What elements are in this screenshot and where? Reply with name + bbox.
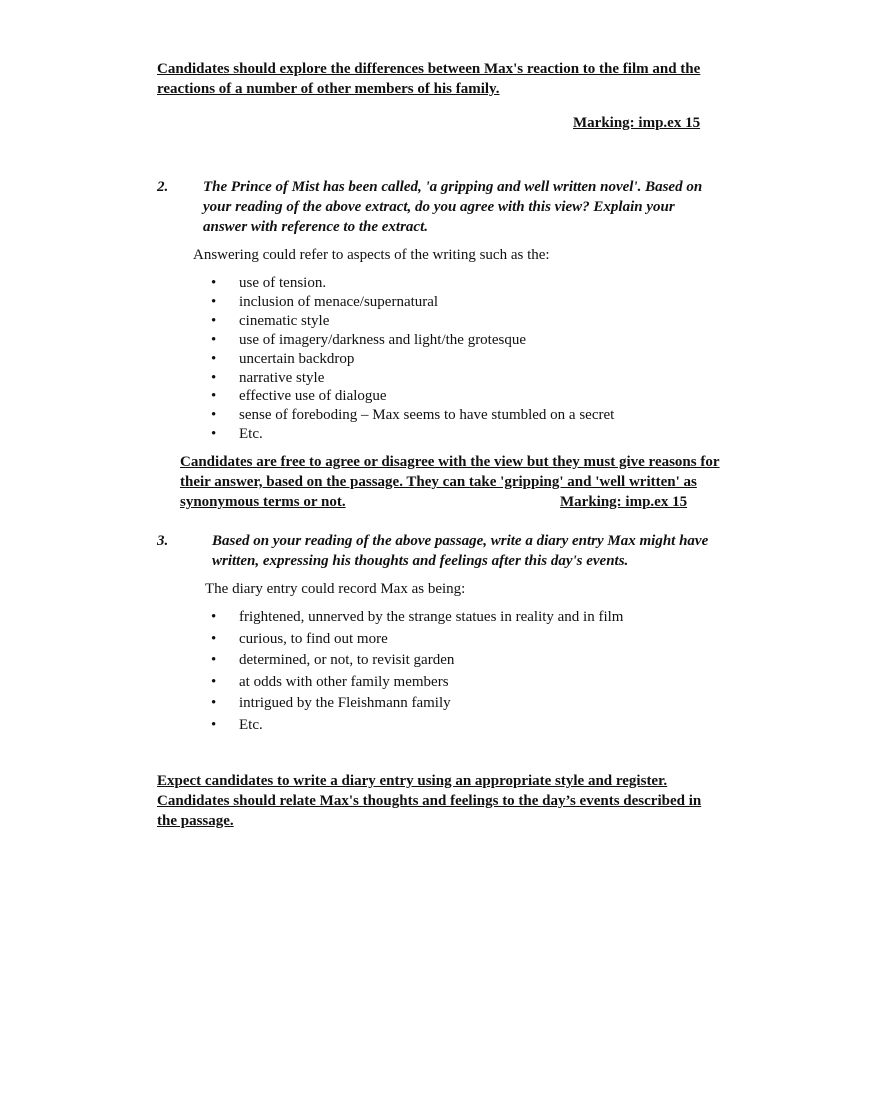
- bullet-icon: •: [211, 369, 217, 386]
- bullet-icon: •: [211, 293, 217, 310]
- question-2-note-line: their answer, based on the passage. They can take 'gripping' and 'well written' as: [180, 474, 697, 490]
- list-item: • frightened, unnerved by the strange statues in reality and in film: [203, 607, 623, 629]
- question-2-number: 2.: [157, 179, 169, 195]
- question-3-number: 3.: [157, 533, 169, 549]
- list-item: • effective use of dialogue: [211, 388, 387, 405]
- bullet-icon: •: [211, 652, 217, 669]
- question-2-note-line: synonymous terms or not.: [180, 494, 346, 510]
- bullet-icon: •: [211, 609, 217, 625]
- question-3-note-line: the passage.: [157, 813, 234, 829]
- question-3-note-line: Expect candidates to write a diary entry using an appropriate style and register.: [157, 773, 668, 789]
- intro-instruction-line: Candidates should explore the differences between Max's reaction to the film and the: [157, 61, 701, 77]
- question-3-lead: The diary entry could record Max as being:: [205, 581, 466, 597]
- list-item: • use of tension.: [211, 275, 327, 291]
- question-3-bullet-list: [203, 607, 623, 737]
- list-item: • Etc.: [203, 715, 623, 737]
- list-item: • narrative style: [211, 369, 325, 386]
- bullet-icon: •: [211, 426, 217, 443]
- bullet-icon: •: [211, 673, 217, 690]
- list-item: • sense of foreboding – Max seems to have stumbled on a secret: [211, 407, 615, 424]
- bullet-icon: •: [211, 716, 217, 733]
- list-item: • use of imagery/darkness and light/the grotesque: [211, 331, 527, 348]
- intro-marking: Marking: imp.ex 15: [573, 115, 701, 131]
- bullet-icon: •: [211, 312, 217, 329]
- bullet-icon: •: [211, 695, 217, 712]
- list-item: • determined, or not, to revisit garden: [203, 650, 623, 672]
- question-3-line: written, expressing his thoughts and feelings after this day's events.: [212, 553, 629, 569]
- question-3-text: [212, 531, 708, 571]
- question-2-line: The Prince of Mist has been called, 'a gripping and well written novel'. Based on: [203, 179, 703, 195]
- bullet-icon: •: [211, 275, 217, 291]
- list-item: • cinematic style: [211, 312, 330, 329]
- question-3-note-line: Candidates should relate Max's thoughts and feelings to the day’s events described in: [157, 793, 702, 809]
- question-2-lead: Answering could refer to aspects of the writing such as the:: [193, 247, 550, 263]
- list-item: • at odds with other family members: [203, 672, 623, 694]
- question-2-line: answer with reference to the extract.: [203, 219, 428, 235]
- bullet-icon: •: [211, 331, 217, 348]
- question-2-marking: Marking: imp.ex 15: [560, 494, 688, 510]
- intro-instruction-line: reactions of a number of other members of his family.: [157, 81, 500, 97]
- intro-instruction: [157, 59, 700, 99]
- list-item: • inclusion of menace/supernatural: [211, 293, 439, 310]
- list-item: • curious, to find out more: [203, 629, 623, 651]
- bullet-icon: •: [211, 407, 217, 424]
- bullet-icon: •: [211, 388, 217, 405]
- list-item: • uncertain backdrop: [211, 350, 355, 367]
- bullet-icon: •: [211, 350, 217, 367]
- question-3-line: Based on your reading of the above passage, write a diary entry Max might have: [212, 533, 709, 549]
- question-3-note: [157, 771, 701, 831]
- list-item: • Etc.: [211, 426, 263, 443]
- question-2-line: your reading of the above extract, do you agree with this view? Explain your: [203, 199, 675, 215]
- question-2-note-line: Candidates are free to agree or disagree with the view but they must give reasons for: [180, 454, 720, 470]
- question-2-bullet-list: [203, 274, 614, 444]
- question-2-text: [203, 177, 702, 237]
- bullet-icon: •: [211, 630, 217, 647]
- list-item: • intrigued by the Fleishmann family: [203, 693, 623, 715]
